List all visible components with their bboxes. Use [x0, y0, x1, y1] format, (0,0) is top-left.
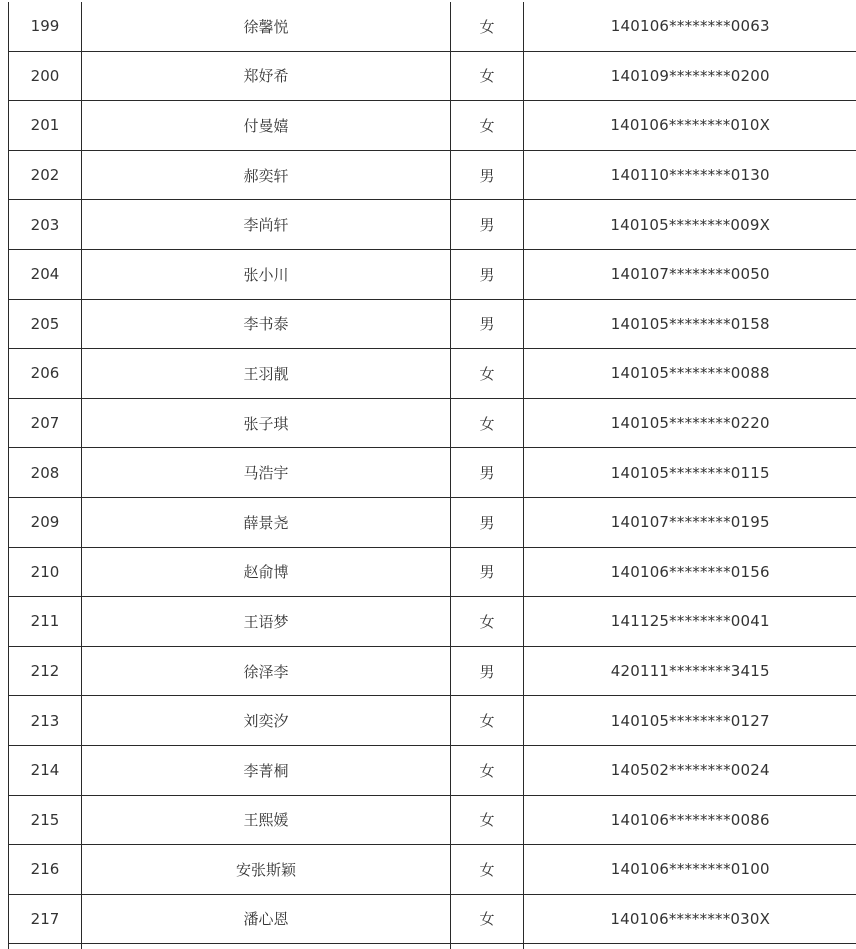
table-row-cut-off [9, 944, 856, 949]
cell-gender: 男 [451, 200, 524, 250]
cell-name: 张小川 [82, 249, 451, 299]
cell-number [9, 944, 82, 949]
cell-id-number: 140106********0086 [524, 795, 856, 845]
cell-number: 213 [9, 696, 82, 746]
cell-name: 赵俞博 [82, 547, 451, 597]
cell-id-number: 420111********3415 [524, 646, 856, 696]
cell-id-number: 140105********0158 [524, 299, 856, 349]
cell-name: 徐馨悦 [82, 2, 451, 51]
cell-number: 200 [9, 51, 82, 101]
cell-name [82, 944, 451, 949]
cell-gender: 女 [451, 349, 524, 399]
cell-number: 217 [9, 894, 82, 944]
cell-id-number: 141125********0041 [524, 597, 856, 647]
cell-gender: 女 [451, 2, 524, 51]
cell-number: 206 [9, 349, 82, 399]
cell-id-number: 140105********0220 [524, 398, 856, 448]
cell-gender: 男 [451, 299, 524, 349]
cell-number: 199 [9, 2, 82, 51]
cell-gender: 男 [451, 448, 524, 498]
cell-id-number [524, 944, 856, 949]
cell-name: 马浩宇 [82, 448, 451, 498]
cell-name: 王羽靓 [82, 349, 451, 399]
cell-id-number: 140109********0200 [524, 51, 856, 101]
cell-gender [451, 944, 524, 949]
cell-name: 刘奕汐 [82, 696, 451, 746]
cell-id-number: 140502********0024 [524, 745, 856, 795]
roster-body [9, 2, 856, 949]
cell-gender: 女 [451, 696, 524, 746]
table-row [9, 101, 856, 151]
cell-id-number: 140105********0088 [524, 349, 856, 399]
cell-number: 202 [9, 150, 82, 200]
cell-number: 211 [9, 597, 82, 647]
cell-gender: 女 [451, 51, 524, 101]
cell-name: 薛景尧 [82, 497, 451, 547]
table-row [9, 894, 856, 944]
table-row [9, 547, 856, 597]
cell-name: 郝奕轩 [82, 150, 451, 200]
table-row [9, 597, 856, 647]
cell-name: 李尚轩 [82, 200, 451, 250]
cell-name: 郑妤希 [82, 51, 451, 101]
table-row [9, 349, 856, 399]
cell-name: 李书泰 [82, 299, 451, 349]
table-row [9, 497, 856, 547]
table-row [9, 745, 856, 795]
cell-gender: 男 [451, 150, 524, 200]
cell-number: 204 [9, 249, 82, 299]
cell-gender: 女 [451, 845, 524, 895]
cell-id-number: 140106********0100 [524, 845, 856, 895]
cell-name: 潘心恩 [82, 894, 451, 944]
table-row [9, 299, 856, 349]
table-row [9, 150, 856, 200]
table-row [9, 249, 856, 299]
cell-name: 王熙媛 [82, 795, 451, 845]
cell-id-number: 140106********030X [524, 894, 856, 944]
cell-id-number: 140106********0156 [524, 547, 856, 597]
cell-id-number: 140106********010X [524, 101, 856, 151]
cell-number: 215 [9, 795, 82, 845]
cell-number: 210 [9, 547, 82, 597]
student-roster-table [8, 2, 856, 949]
table-row [9, 448, 856, 498]
table-row [9, 795, 856, 845]
cell-number: 207 [9, 398, 82, 448]
cell-number: 208 [9, 448, 82, 498]
cell-gender: 女 [451, 101, 524, 151]
cell-number: 209 [9, 497, 82, 547]
cell-gender: 女 [451, 745, 524, 795]
cell-id-number: 140107********0195 [524, 497, 856, 547]
table-row [9, 2, 856, 51]
cell-gender: 男 [451, 249, 524, 299]
cell-name: 安张斯颖 [82, 845, 451, 895]
cell-number: 201 [9, 101, 82, 151]
table-row [9, 646, 856, 696]
table-row [9, 51, 856, 101]
cell-number: 212 [9, 646, 82, 696]
table-row [9, 845, 856, 895]
cell-id-number: 140105********009X [524, 200, 856, 250]
cell-gender: 男 [451, 646, 524, 696]
cell-number: 216 [9, 845, 82, 895]
cell-gender: 女 [451, 795, 524, 845]
cell-gender: 男 [451, 547, 524, 597]
cell-name: 付曼嬉 [82, 101, 451, 151]
cell-number: 214 [9, 745, 82, 795]
cell-gender: 女 [451, 894, 524, 944]
cell-id-number: 140105********0115 [524, 448, 856, 498]
cell-name: 徐泽李 [82, 646, 451, 696]
table-row [9, 200, 856, 250]
cell-gender: 男 [451, 497, 524, 547]
cell-id-number: 140106********0063 [524, 2, 856, 51]
cell-id-number: 140105********0127 [524, 696, 856, 746]
cell-id-number: 140107********0050 [524, 249, 856, 299]
table-row [9, 696, 856, 746]
cell-name: 王语梦 [82, 597, 451, 647]
cell-name: 李菁桐 [82, 745, 451, 795]
cell-gender: 女 [451, 597, 524, 647]
cell-number: 203 [9, 200, 82, 250]
cell-number: 205 [9, 299, 82, 349]
cell-id-number: 140110********0130 [524, 150, 856, 200]
table-row [9, 398, 856, 448]
cell-name: 张子琪 [82, 398, 451, 448]
cell-gender: 女 [451, 398, 524, 448]
